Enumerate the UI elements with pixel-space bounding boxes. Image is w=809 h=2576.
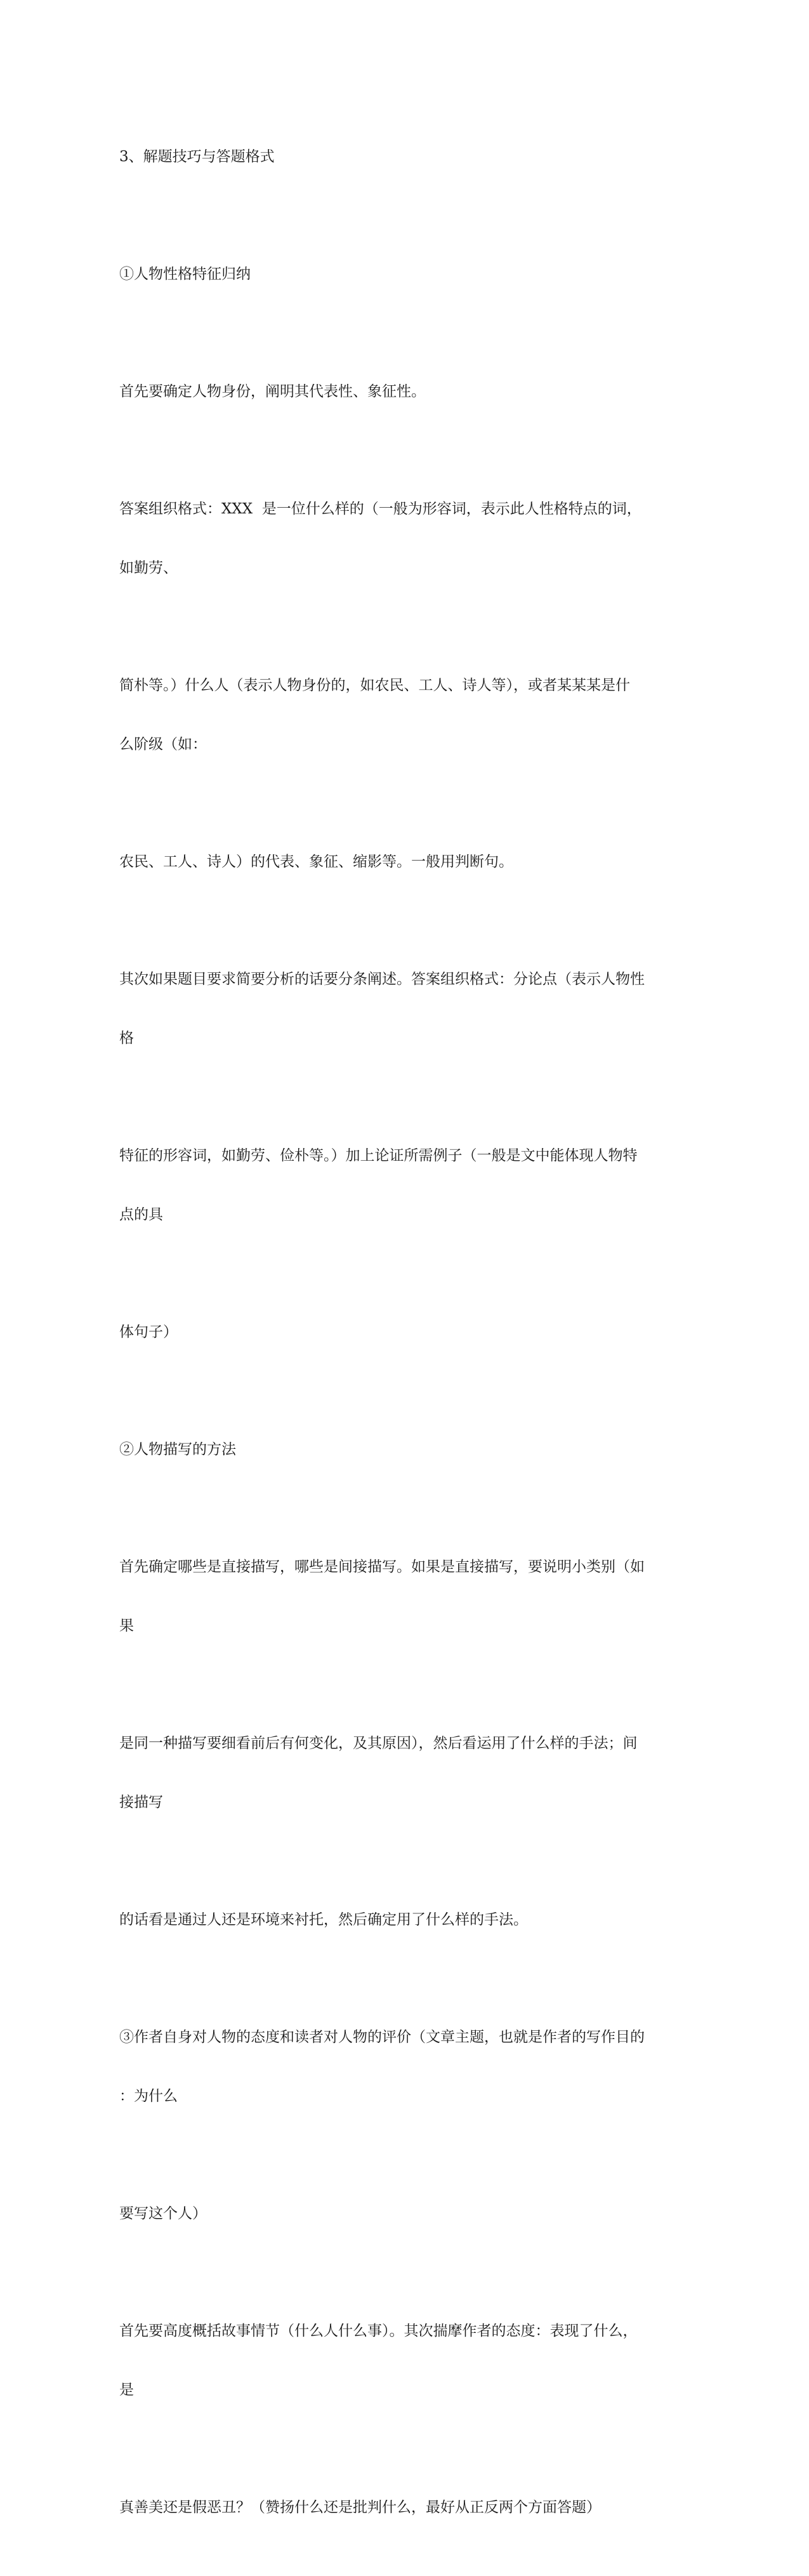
paragraph (119, 343, 690, 441)
text-line: 格 (119, 1030, 134, 1047)
text-line: 是 (119, 2382, 134, 2398)
text-line: 农民、工人、诗人）的代表、象征、缩影等。一般用判断句。 (119, 854, 513, 870)
text-line: 是同一种描写要细看前后有何变化，及其原因），然后看运用了什么样的手法；间 (119, 1735, 638, 1752)
paragraph (119, 2459, 690, 2557)
paragraph (119, 1107, 690, 1264)
paragraph (119, 1871, 690, 1969)
text-line: 要写这个人） (119, 2205, 207, 2222)
paragraph (119, 813, 690, 911)
text-line: 首先确定哪些是直接描写，哪些是间接描写。如果是直接描写，要说明小类别（如 (119, 1559, 645, 1575)
subsection-heading-author-attitude (119, 1988, 690, 2146)
subsection-heading-description-methods (119, 1401, 690, 1499)
paragraph (119, 1283, 690, 1382)
paragraph (119, 460, 690, 618)
text-line: 接描写 (119, 1794, 163, 1811)
paragraph (119, 2282, 690, 2440)
text-line: 3、解题技巧与答题格式 (119, 149, 275, 165)
text-line: 如勤劳、 (119, 560, 178, 576)
paragraph (119, 1518, 690, 1675)
text-line: ③作者自身对人物的态度和读者对人物的评价（文章主题，也就是作者的写作目的 (119, 2029, 645, 2045)
text-line: ①人物性格特征归纳 (119, 266, 251, 282)
text-line: 真善美还是假恶丑？（赞扬什么还是批判什么，最好从正反两个方面答题） (119, 2499, 601, 2516)
text-line: 的话看是通过人还是环境来衬托，然后确定用了什么样的手法。 (119, 1912, 528, 1928)
subsection-heading-character-traits (119, 225, 690, 324)
text-line: ：为什么 (119, 2088, 178, 2104)
text-line: 特征的形容词，如勤劳、俭朴等。）加上论证所需例子（一般是文中能体现人物特 (119, 1147, 638, 1164)
paragraph (119, 637, 690, 794)
document-body (119, 108, 690, 2576)
text-line: 其次如果题目要求简要分析的话要分条阐述。答案组织格式：分论点（表示人物性 (119, 971, 645, 987)
text-line: 么阶级（如： (119, 736, 207, 753)
text-line: 简朴等。）什么人（表示人物身份的，如农民、工人、诗人等），或者某某某是什 (119, 677, 630, 694)
text-line: 点的具 (119, 1206, 163, 1223)
text-line: 果 (119, 1618, 134, 1634)
text-line: ②人物描写的方法 (119, 1441, 236, 1458)
paragraph (119, 1694, 690, 1852)
section-heading (119, 108, 690, 206)
paragraph (119, 2165, 690, 2263)
text-line: 体句子） (119, 1324, 178, 1340)
text-line: 答案组织格式：XXX 是一位什么样的（一般为形容词，表示此人性格特点的词， (119, 501, 641, 517)
text-line: 首先要确定人物身份，阐明其代表性、象征性。 (119, 383, 426, 400)
text-line: 首先要高度概括故事情节（什么人什么事）。其次揣摩作者的态度：表现了什么， (119, 2323, 638, 2339)
paragraph (119, 930, 690, 1088)
